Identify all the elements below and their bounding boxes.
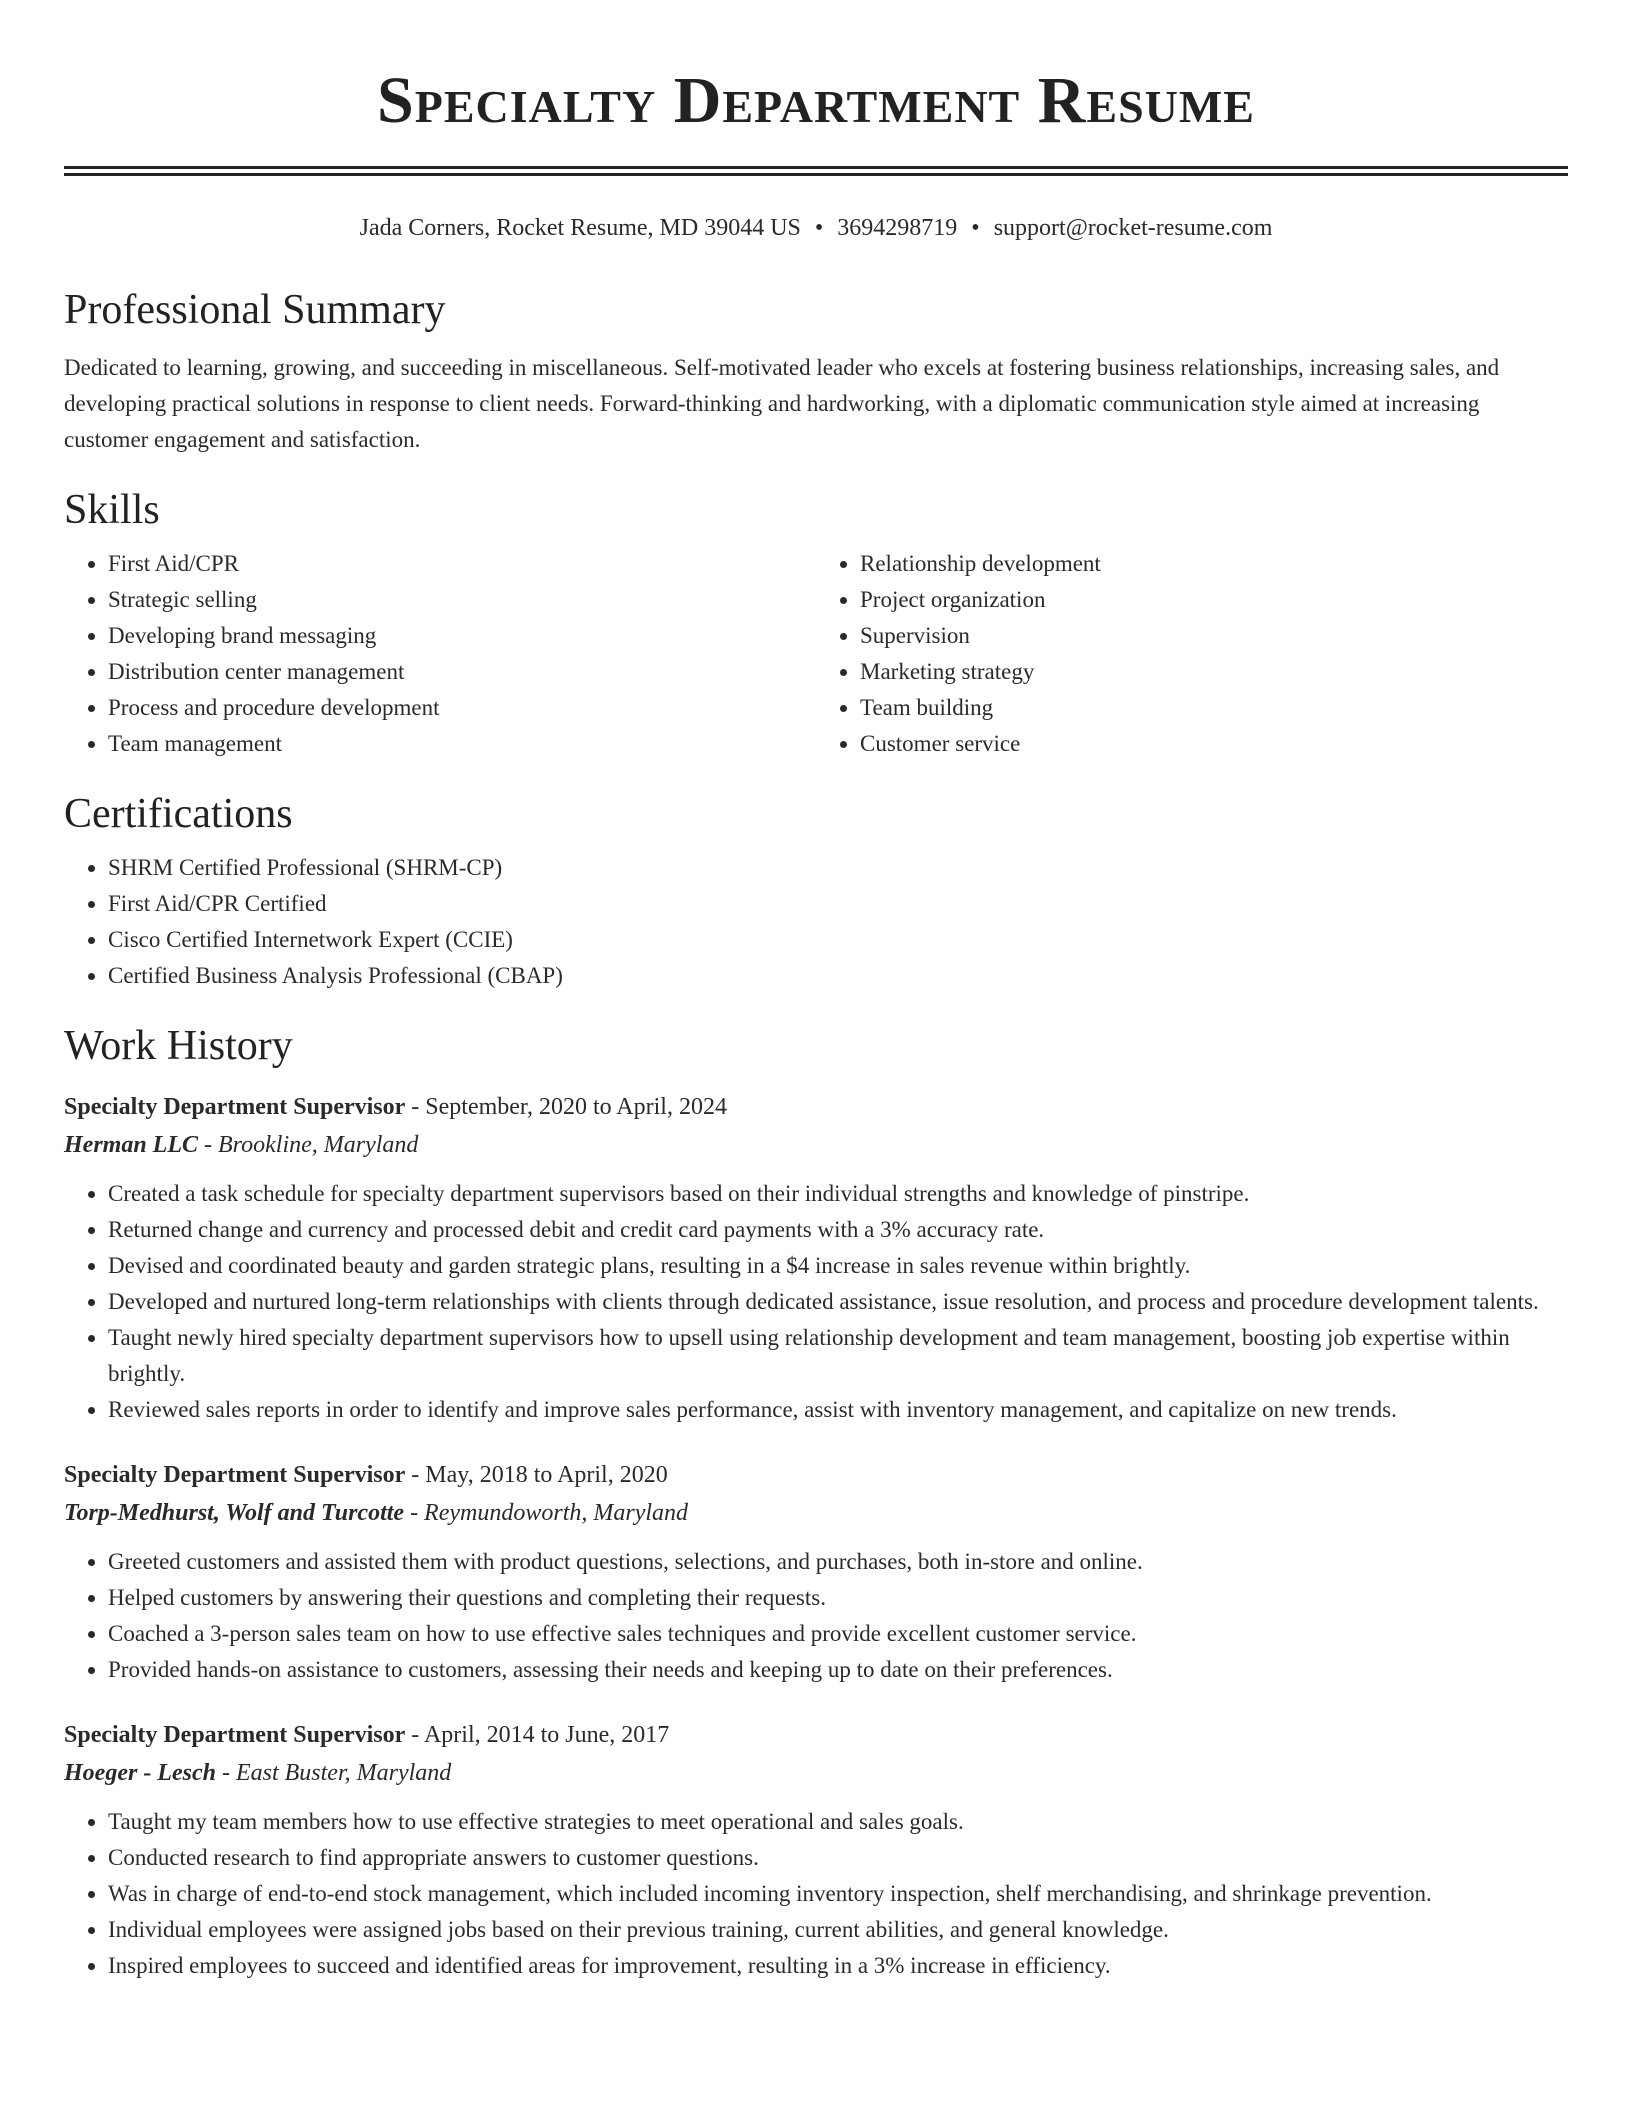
work-history-heading: Work History — [64, 1023, 293, 1069]
skills-section — [64, 484, 1568, 762]
contact-line — [64, 212, 1568, 244]
summary-heading: Professional Summary — [64, 287, 446, 333]
certifications-list — [64, 850, 1568, 994]
skill-item: • Distribution center management — [108, 654, 816, 690]
job-title: Specialty Department Supervisor — [64, 1094, 406, 1120]
job-bullets — [64, 1804, 1568, 1984]
job-title: Specialty Department Supervisor — [64, 1462, 406, 1488]
contact-separator: • — [814, 215, 824, 241]
job-bullet: • Created a task schedule for specialty department supervisors based on their individual strengths and knowledge of pinstripe. — [108, 1176, 1568, 1212]
job-bullet: • Conducted research to find appropriate answers to customer questions. — [108, 1840, 1568, 1876]
skill-item: • Process and procedure development — [108, 690, 816, 726]
job-location: - Reymundoworth, Maryland — [404, 1500, 689, 1526]
job-bullets — [64, 1544, 1568, 1688]
job-bullet: • Taught my team members how to use effective strategies to meet operational and sales goals. — [108, 1804, 1568, 1840]
job-bullet: • Reviewed sales reports in order to identify and improve sales performance, assist with inventory management, and capitalize on new trends. — [108, 1392, 1568, 1428]
certification-item: • Certified Business Analysis Professional (CBAP) — [108, 958, 1568, 994]
skill-item: • Project organization — [860, 582, 1568, 618]
job-company-line — [64, 1494, 1568, 1532]
job-dates: - May, 2018 to April, 2020 — [405, 1462, 668, 1488]
skill-item: • First Aid/CPR — [108, 546, 816, 582]
job-bullet: • Returned change and currency and processed debit and credit card payments with a 3% accuracy rate. — [108, 1212, 1568, 1248]
summary-text: Dedicated to learning, growing, and succeeding in miscellaneous. Self-motivated leader who excels at fostering business relationships, increasing sales, and developing practical solutions in response to client needs. Forward-thinking and hardworking, with a diplomatic communication style aimed at increasing customer engagement and satisfaction. — [64, 355, 1500, 452]
job-company: Herman LLC — [64, 1132, 199, 1158]
job-bullet: • Was in charge of end-to-end stock management, which included incoming inventory inspection, shelf merchandising, and shrinkage prevention. — [108, 1876, 1568, 1912]
job-bullets — [64, 1176, 1568, 1428]
job-bullet: • Developed and nurtured long-term relationships with clients through dedicated assistance, issue resolution, and process and procedure development talents. — [108, 1284, 1568, 1320]
skill-item: • Developing brand messaging — [108, 618, 816, 654]
job-title-line — [64, 1088, 1568, 1126]
job-title-line — [64, 1716, 1568, 1754]
job-company: Hoeger - Lesch — [64, 1760, 216, 1786]
skill-item: • Strategic selling — [108, 582, 816, 618]
contact-address: Jada Corners, Rocket Resume, MD 39044 US — [359, 215, 801, 241]
certifications-heading: Certifications — [64, 791, 293, 837]
skill-item: • Relationship development — [860, 546, 1568, 582]
job-title-line — [64, 1456, 1568, 1494]
skills-list-left — [64, 546, 816, 762]
skills-columns — [64, 546, 1568, 762]
job-company: Torp-Medhurst, Wolf and Turcotte — [64, 1500, 405, 1526]
skill-item: • Team management — [108, 726, 816, 762]
job-bullet: • Provided hands-on assistance to customers, assessing their needs and keeping up to date on their preferences. — [108, 1652, 1568, 1688]
job-bullet: • Greeted customers and assisted them with product questions, selections, and purchases, both in-store and online. — [108, 1544, 1568, 1580]
job-bullet: • Helped customers by answering their questions and completing their requests. — [108, 1580, 1568, 1616]
certification-item: • First Aid/CPR Certified — [108, 886, 1568, 922]
contact-phone: 3694298719 — [837, 215, 958, 241]
skill-item: • Marketing strategy — [860, 654, 1568, 690]
job-bullet: • Inspired employees to succeed and identified areas for improvement, resulting in a 3% increase in efficiency. — [108, 1948, 1568, 1984]
skills-heading: Skills — [64, 487, 160, 533]
certification-item: • SHRM Certified Professional (SHRM-CP) — [108, 850, 1568, 886]
contact-separator: • — [971, 215, 980, 241]
job-dates: - April, 2014 to June, 2017 — [405, 1722, 670, 1748]
job-entry — [64, 1716, 1568, 1984]
job-entry — [64, 1088, 1568, 1428]
skill-item: • Team building — [860, 690, 1568, 726]
job-bullet: • Coached a 3-person sales team on how to use effective sales techniques and provide excellent customer service. — [108, 1616, 1568, 1652]
summary-section — [64, 284, 1568, 458]
title-divider — [64, 166, 1568, 176]
job-bullet: • Taught newly hired specialty department supervisors how to upsell using relationship development and team management, boosting job expertise within brightly. — [108, 1320, 1568, 1392]
job-bullet: • Individual employees were assigned jobs based on their previous training, current abilities, and general knowledge. — [108, 1912, 1568, 1948]
certification-item: • Cisco Certified Internetwork Expert (CCIE) — [108, 922, 1568, 958]
skills-list-right — [816, 546, 1568, 762]
skill-item: • Supervision — [860, 618, 1568, 654]
job-dates: - September, 2020 to April, 2024 — [405, 1094, 727, 1120]
work-history-section — [64, 1020, 1568, 1984]
page-title: Specialty Department Resume — [377, 64, 1255, 137]
job-title: Specialty Department Supervisor — [64, 1722, 406, 1748]
job-bullet: • Devised and coordinated beauty and garden strategic plans, resulting in a $4 increase in sales revenue within brightly. — [108, 1248, 1568, 1284]
job-company-line — [64, 1126, 1568, 1164]
contact-email: support@rocket-resume.com — [993, 215, 1273, 241]
skill-item: • Customer service — [860, 726, 1568, 762]
certifications-section — [64, 788, 1568, 994]
job-entry — [64, 1456, 1568, 1688]
job-location: - Brookline, Maryland — [198, 1132, 419, 1158]
job-location: - East Buster, Maryland — [215, 1760, 452, 1786]
job-company-line — [64, 1754, 1568, 1792]
